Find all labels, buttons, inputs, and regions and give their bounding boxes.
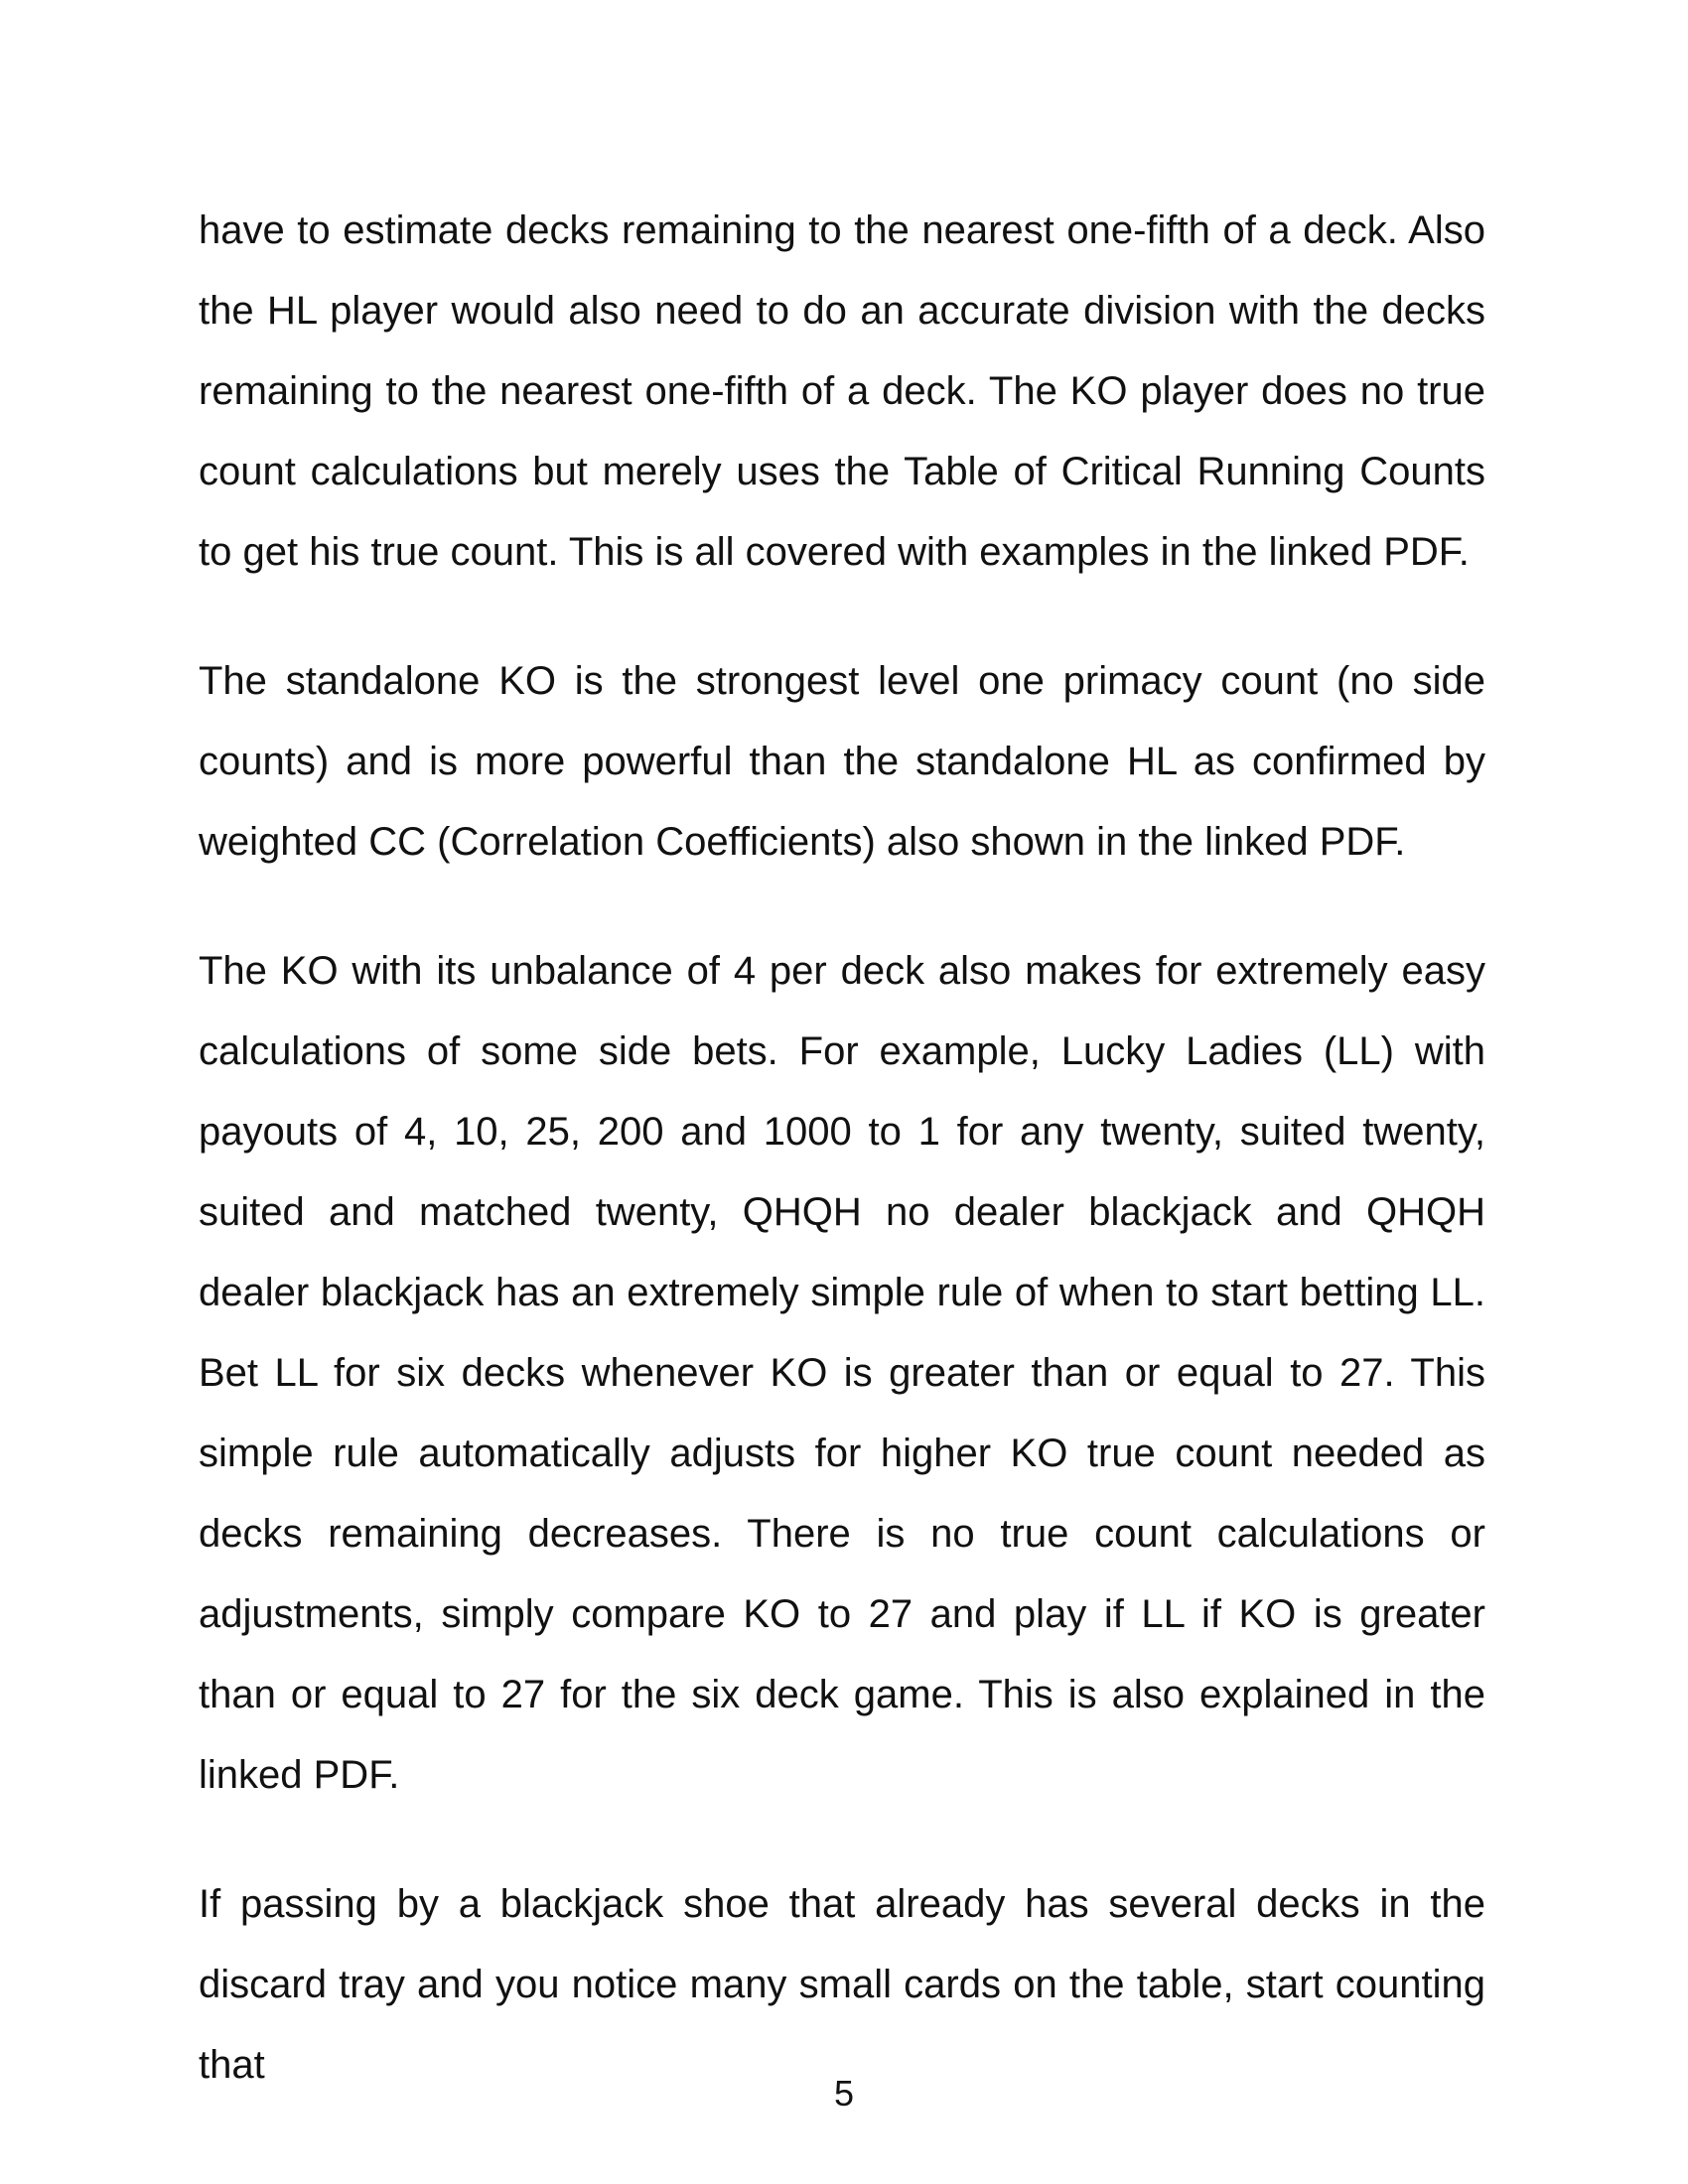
body-text [199,191,1485,2154]
page-number: 5 [833,2073,855,2114]
paragraph-4: If passing by a blackjack shoe that already has several decks in the discard tray and you notice many small cards on the table, start counting that [199,1882,1485,2087]
paragraph-3: The KO with its unbalance of 4 per deck also makes for extremely easy calculations of some side bets. For example, Lucky Ladies (LL) with payouts of 4, 10, 25, 200 and 1000 to 1 for any twenty, suited twenty, suited and matched twenty, QHQH no dealer blackjack and QHQH dealer blackjack has an extremely simple rule of when to start betting LL. Bet LL for six decks whenever KO is greater than or equal to 27. This simple rule automatically adjusts for higher KO true count needed as decks remaining decreases. There is no true count calculations or adjustments, simply compare KO to 27 and play if LL if KO is greater than or equal to 27 for the six deck game. This is also explained in the linked PDF. [199,949,1485,1797]
paragraph-2: The standalone KO is the strongest level one primacy count (no side counts) and is more powerful than the standalone HL as confirmed by weighted CC (Correlation Coefficients) also shown in the linked PDF. [199,659,1485,864]
paragraph-1: have to estimate decks remaining to the nearest one-fifth of a deck. Also the HL player would also need to do an accurate division with the decks remaining to the nearest one-fifth of a deck. The KO player does no true count calculations but merely uses the Table of Critical Running Counts to get his true count. This is all covered with examples in the linked PDF. [199,208,1485,574]
